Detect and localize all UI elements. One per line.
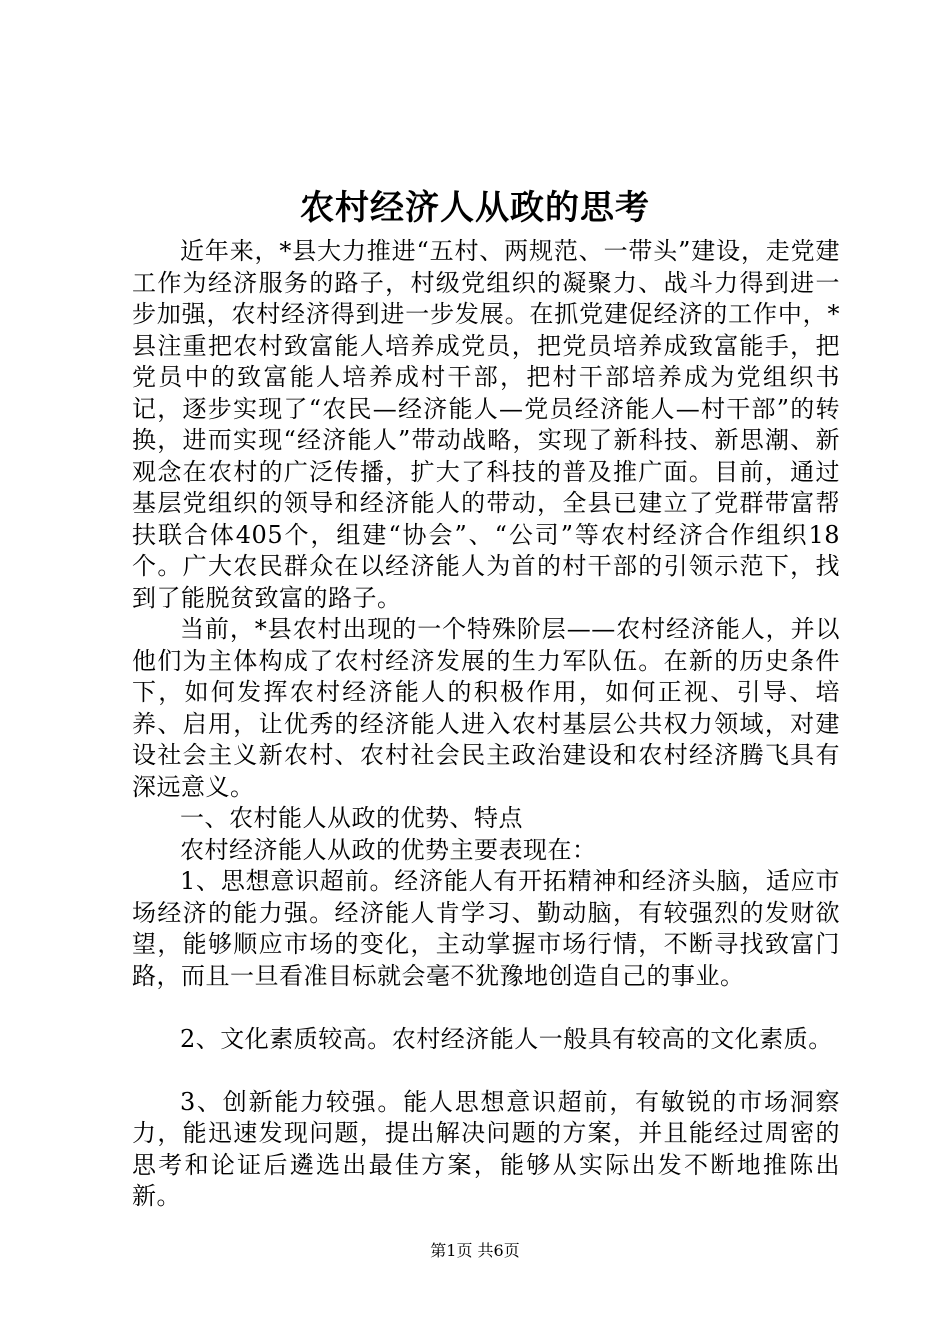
document-body (132, 236, 840, 1213)
paragraph-current-situation: 当前，*县农村出现的一个特殊阶层——农村经济能人，并以他们为主体构成了农村经济发展的生力军队伍。在新的历史条件下，如何发挥农村经济能人的积极作用，如何正视、引导、培养、启用，让优秀的经济能人进入农村基层公共权力领域，对建设社会主义新农村、农村社会民主政治建设和农村经济腾飞具有深远意义。 (132, 615, 840, 801)
paragraph-advantages-lead: 农村经济能人从政的优势主要表现在： (180, 835, 597, 864)
paragraph-point-2: 2、文化素质较高。农村经济能人一般具有较高的文化素质。 (180, 1024, 833, 1053)
page-number-footer: 第1页 共6页 (430, 1241, 520, 1260)
paragraph-point-3: 3、创新能力较强。能人思想意识超前，有敏锐的市场洞察力，能迅速发现问题，提出解决问题的方案，并且能经过周密的思考和论证后遴选出最佳方案，能够从实际出发不断地推陈出新。 (132, 1087, 840, 1210)
paragraph-intro: 近年来，*县大力推进“五村、两规范、一带头”建设，走党建工作为经济服务的路子，村级党组织的凝聚力、战斗力得到进一步加强，农村经济得到进一步发展。在抓党建促经济的工作中，*县注重把农村致富能人培养成党员，把党员培养成致富能手，把党员中的致富能人培养成村干部，把村干部培养成为党组织书记，逐步实现了“农民—经济能人—党员经济能人—村干部”的转换，进而实现“经济能人”带动战略，实现了新科技、新思潮、新观念在农村的广泛传播，扩大了科技的普及推广面。目前，通过基层党组织的领导和经济能人的带动，全县已建立了党群带富帮扶联合体405个，组建“协会”、“公司”等农村经济合作组织18个。广大农民群众在以经济能人为首的村干部的引领示范下，找到了能脱贫致富的路子。 (132, 237, 840, 612)
paragraph-point-1: 1、思想意识超前。经济能人有开拓精神和经济头脑，适应市场经济的能力强。经济能人肯学习、勤动脑，有较强烈的发财欲望，能够顺应市场的变化，主动掌握市场行情，不断寻找致富门路，而且一旦看准目标就会毫不犹豫地创造自己的事业。 (132, 867, 840, 990)
document-title: 农村经济人从政的思考 (300, 188, 650, 228)
section-heading-advantages: 一、农村能人从政的优势、特点 (180, 804, 523, 832)
